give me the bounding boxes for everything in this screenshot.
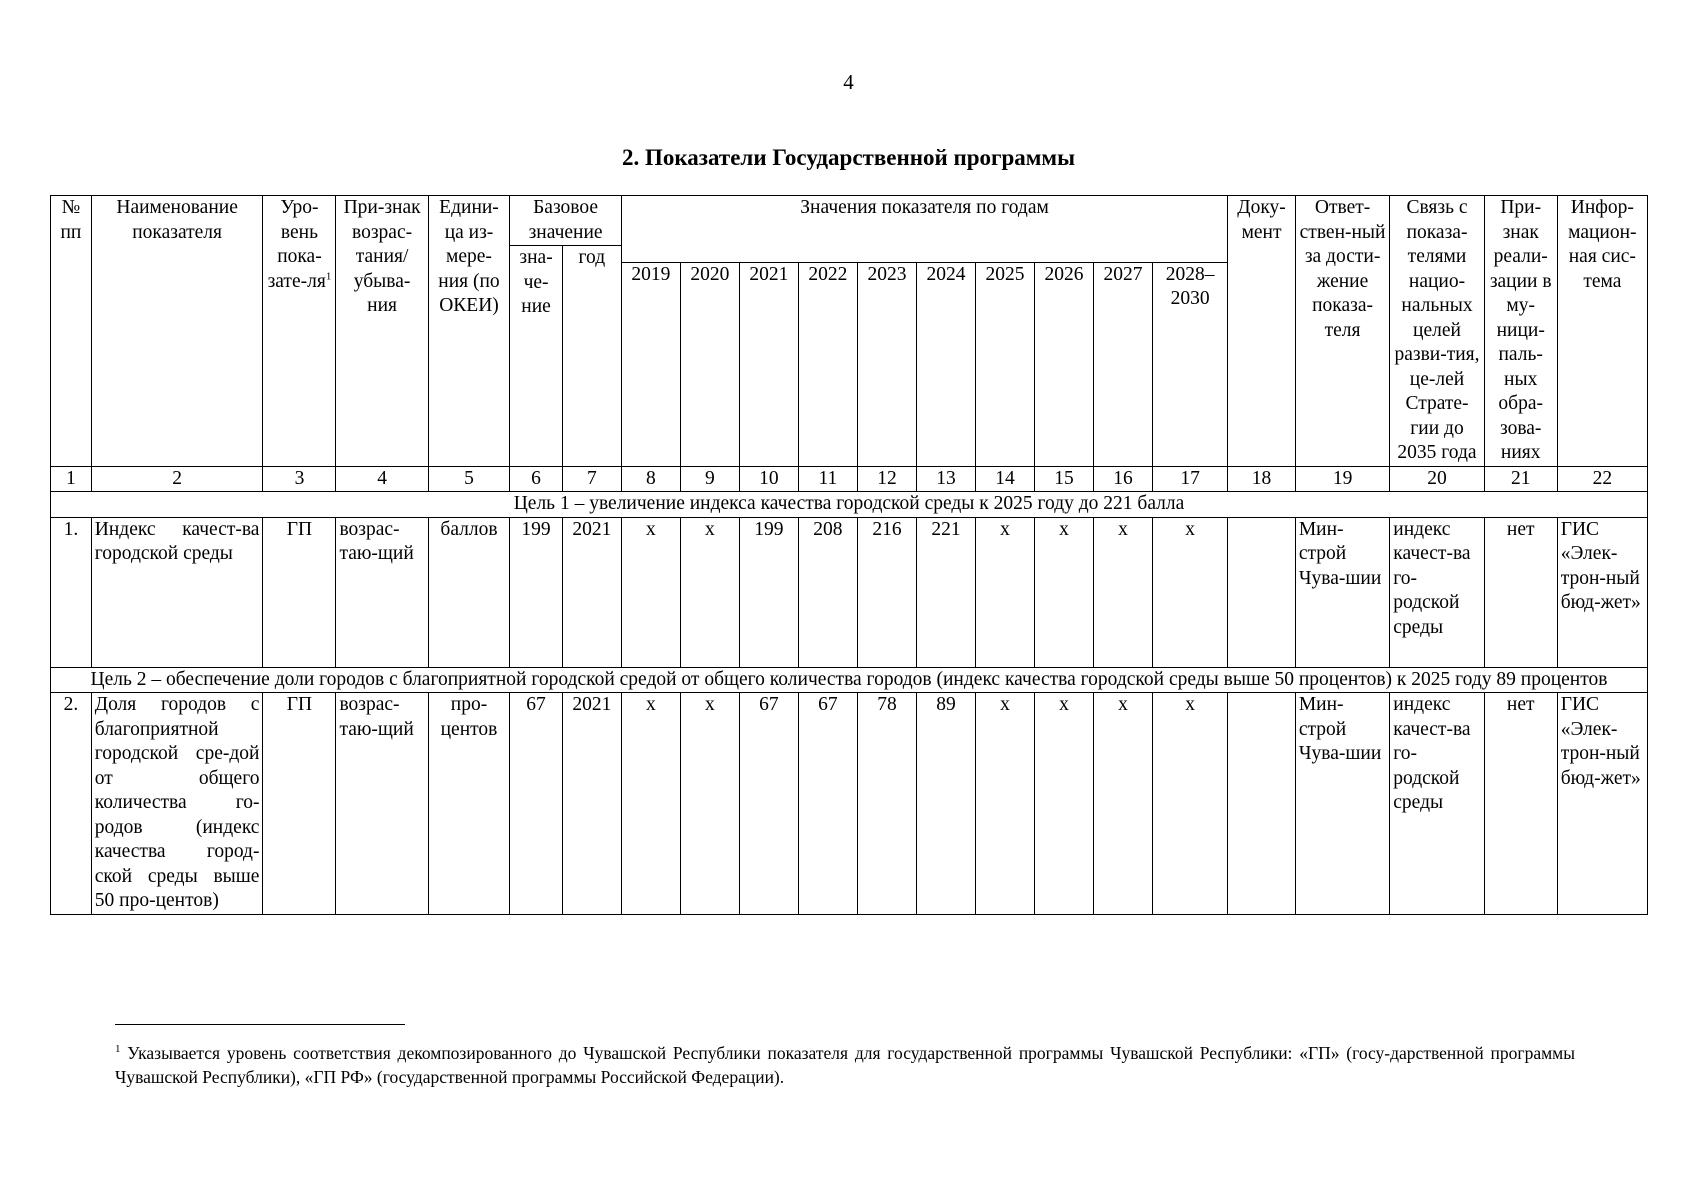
goal-2: Цель 2 – обеспечение доли городов с благоприятной городской средой от общего количества городов (индекс качества городской среды выше 50 процентов) к 2025 году 89 процентов	[51, 667, 1648, 693]
year-value: x	[1094, 693, 1153, 915]
year-value: 89	[916, 693, 975, 915]
base-value: 199	[510, 517, 563, 667]
year-value: 216	[857, 517, 916, 667]
column-number: 1	[51, 466, 92, 492]
column-number: 8	[621, 466, 680, 492]
indicator-info-system: ГИС «Элек-трон-ный бюд-жет»	[1557, 517, 1647, 667]
year-value: x	[680, 517, 739, 667]
indicator-sign: возрас-таю-щий	[336, 693, 428, 915]
indicator-level: ГП	[263, 693, 336, 915]
header-info-system: Инфор-мацион-ная сис-тема	[1557, 196, 1647, 467]
column-number: 14	[975, 466, 1034, 492]
header-name: Наименование показателя	[91, 196, 263, 467]
base-year: 2021	[562, 693, 621, 915]
year-value: 221	[916, 517, 975, 667]
year-value: 67	[739, 693, 798, 915]
header-year: 2027	[1094, 262, 1153, 466]
header-document: Доку-мент	[1228, 196, 1296, 467]
footnote-text: Указывается уровень соответствия декомпозированного до Чувашской Республики показателя для государственной программы Чувашской Республики: «ГП» (госу-дарственной программы Чувашской Республики), «ГП РФ» (государственной программы Российской Федерации).	[115, 1042, 1575, 1087]
year-value: 67	[798, 693, 857, 915]
column-number: 10	[739, 466, 798, 492]
column-number: 20	[1390, 466, 1484, 492]
column-number: 3	[263, 466, 336, 492]
indicator-document	[1228, 517, 1296, 667]
indicator-unit: про-центов	[428, 693, 510, 915]
footnote-divider	[115, 1024, 405, 1025]
indicators-table	[50, 195, 1648, 915]
year-value: x	[975, 517, 1034, 667]
column-number: 19	[1295, 466, 1389, 492]
column-number: 9	[680, 466, 739, 492]
indicator-name: Доля городов с благоприятной городской сре-дой от общего количества го-родов (индекс качества город-ской среды выше 50 про-центов)	[91, 693, 263, 915]
year-value: x	[621, 517, 680, 667]
header-year: 2023	[857, 262, 916, 466]
indicator-unit: баллов	[428, 517, 510, 667]
footnote-marker: 1	[115, 1043, 121, 1055]
header-unit: Едини-ца из-мере-ния (по ОКЕИ)	[428, 196, 510, 467]
header-base-value: зна-че-ние	[510, 246, 563, 467]
column-number: 22	[1557, 466, 1647, 492]
column-number: 16	[1094, 466, 1153, 492]
year-value: 78	[857, 693, 916, 915]
column-number: 13	[916, 466, 975, 492]
year-value: x	[1094, 517, 1153, 667]
indicator-link: индекс качест-ва го-родской среды	[1390, 693, 1484, 915]
header-year: 2028–2030	[1153, 262, 1228, 466]
column-number: 4	[336, 466, 428, 492]
column-number: 7	[562, 466, 621, 492]
header-years-group: Значения показателя по годам	[621, 196, 1227, 263]
goal-1: Цель 1 – увеличение индекса качества городской среды к 2025 году до 221 балла	[51, 492, 1648, 518]
footnote	[115, 1037, 1575, 1089]
column-number: 5	[428, 466, 510, 492]
header-year: 2026	[1034, 262, 1093, 466]
header-base-year: год	[562, 246, 621, 467]
indicator-link: индекс качест-ва го-родской среды	[1390, 517, 1484, 667]
header-year: 2022	[798, 262, 857, 466]
indicator-name: Индекс качест-ва городской среды	[91, 517, 263, 667]
header-year: 2021	[739, 262, 798, 466]
year-value: 208	[798, 517, 857, 667]
column-number: 18	[1228, 466, 1296, 492]
indicator-sign: возрас-таю-щий	[336, 517, 428, 667]
goal-row	[51, 667, 1648, 693]
column-number: 17	[1153, 466, 1228, 492]
header-num: № пп	[51, 196, 92, 467]
indicator-municipal: нет	[1484, 693, 1557, 915]
year-value: x	[621, 693, 680, 915]
year-value: x	[1153, 693, 1228, 915]
row-num: 2.	[51, 693, 92, 915]
column-number: 15	[1034, 466, 1093, 492]
header-level-label: Уро-вень пока-зате-ля	[267, 197, 326, 292]
indicator-responsible: Мин-строй Чува-шии	[1295, 693, 1389, 915]
header-year: 2020	[680, 262, 739, 466]
column-number: 11	[798, 466, 857, 492]
header-year: 2025	[975, 262, 1034, 466]
table-header	[51, 196, 1648, 467]
header-base: Базовое значение	[510, 196, 622, 246]
year-value: x	[975, 693, 1034, 915]
indicator-responsible: Мин-строй Чува-шии	[1295, 517, 1389, 667]
header-municipal: При-знак реали-зации в му-ници-паль-ных обра-зова-ниях	[1484, 196, 1557, 467]
base-value: 67	[510, 693, 563, 915]
indicator-document	[1228, 693, 1296, 915]
indicator-level: ГП	[263, 517, 336, 667]
footnote-ref: 1	[325, 270, 332, 282]
page-title: 2. Показатели Государственной программы	[621, 145, 1076, 170]
table-body	[51, 466, 1648, 914]
year-value: x	[1153, 517, 1228, 667]
header-year: 2024	[916, 262, 975, 466]
table-row	[51, 693, 1648, 915]
header-level	[263, 196, 336, 467]
base-year: 2021	[562, 517, 621, 667]
column-number: 2	[91, 466, 263, 492]
header-responsible: Ответ-ствен-ный за дости-жение показа-теля	[1295, 196, 1389, 467]
year-value: x	[1034, 517, 1093, 667]
header-sign: При-знак возрас-тания/ убыва-ния	[336, 196, 428, 467]
year-value: x	[680, 693, 739, 915]
header-year: 2019	[621, 262, 680, 466]
column-number: 6	[510, 466, 563, 492]
indicator-info-system: ГИС «Элек-трон-ный бюд-жет»	[1557, 693, 1647, 915]
goal-row	[51, 492, 1648, 518]
row-num: 1.	[51, 517, 92, 667]
year-value: 199	[739, 517, 798, 667]
table-row	[51, 517, 1648, 667]
indicator-municipal: нет	[1484, 517, 1557, 667]
header-link: Связь с показа-телями нацио-нальных целей разви-тия, це-лей Страте-гии до 2035 года	[1390, 196, 1484, 467]
year-value: x	[1034, 693, 1093, 915]
column-number: 21	[1484, 466, 1557, 492]
column-number: 12	[857, 466, 916, 492]
page-number: 4	[843, 70, 854, 94]
column-numbers-row	[51, 466, 1648, 492]
